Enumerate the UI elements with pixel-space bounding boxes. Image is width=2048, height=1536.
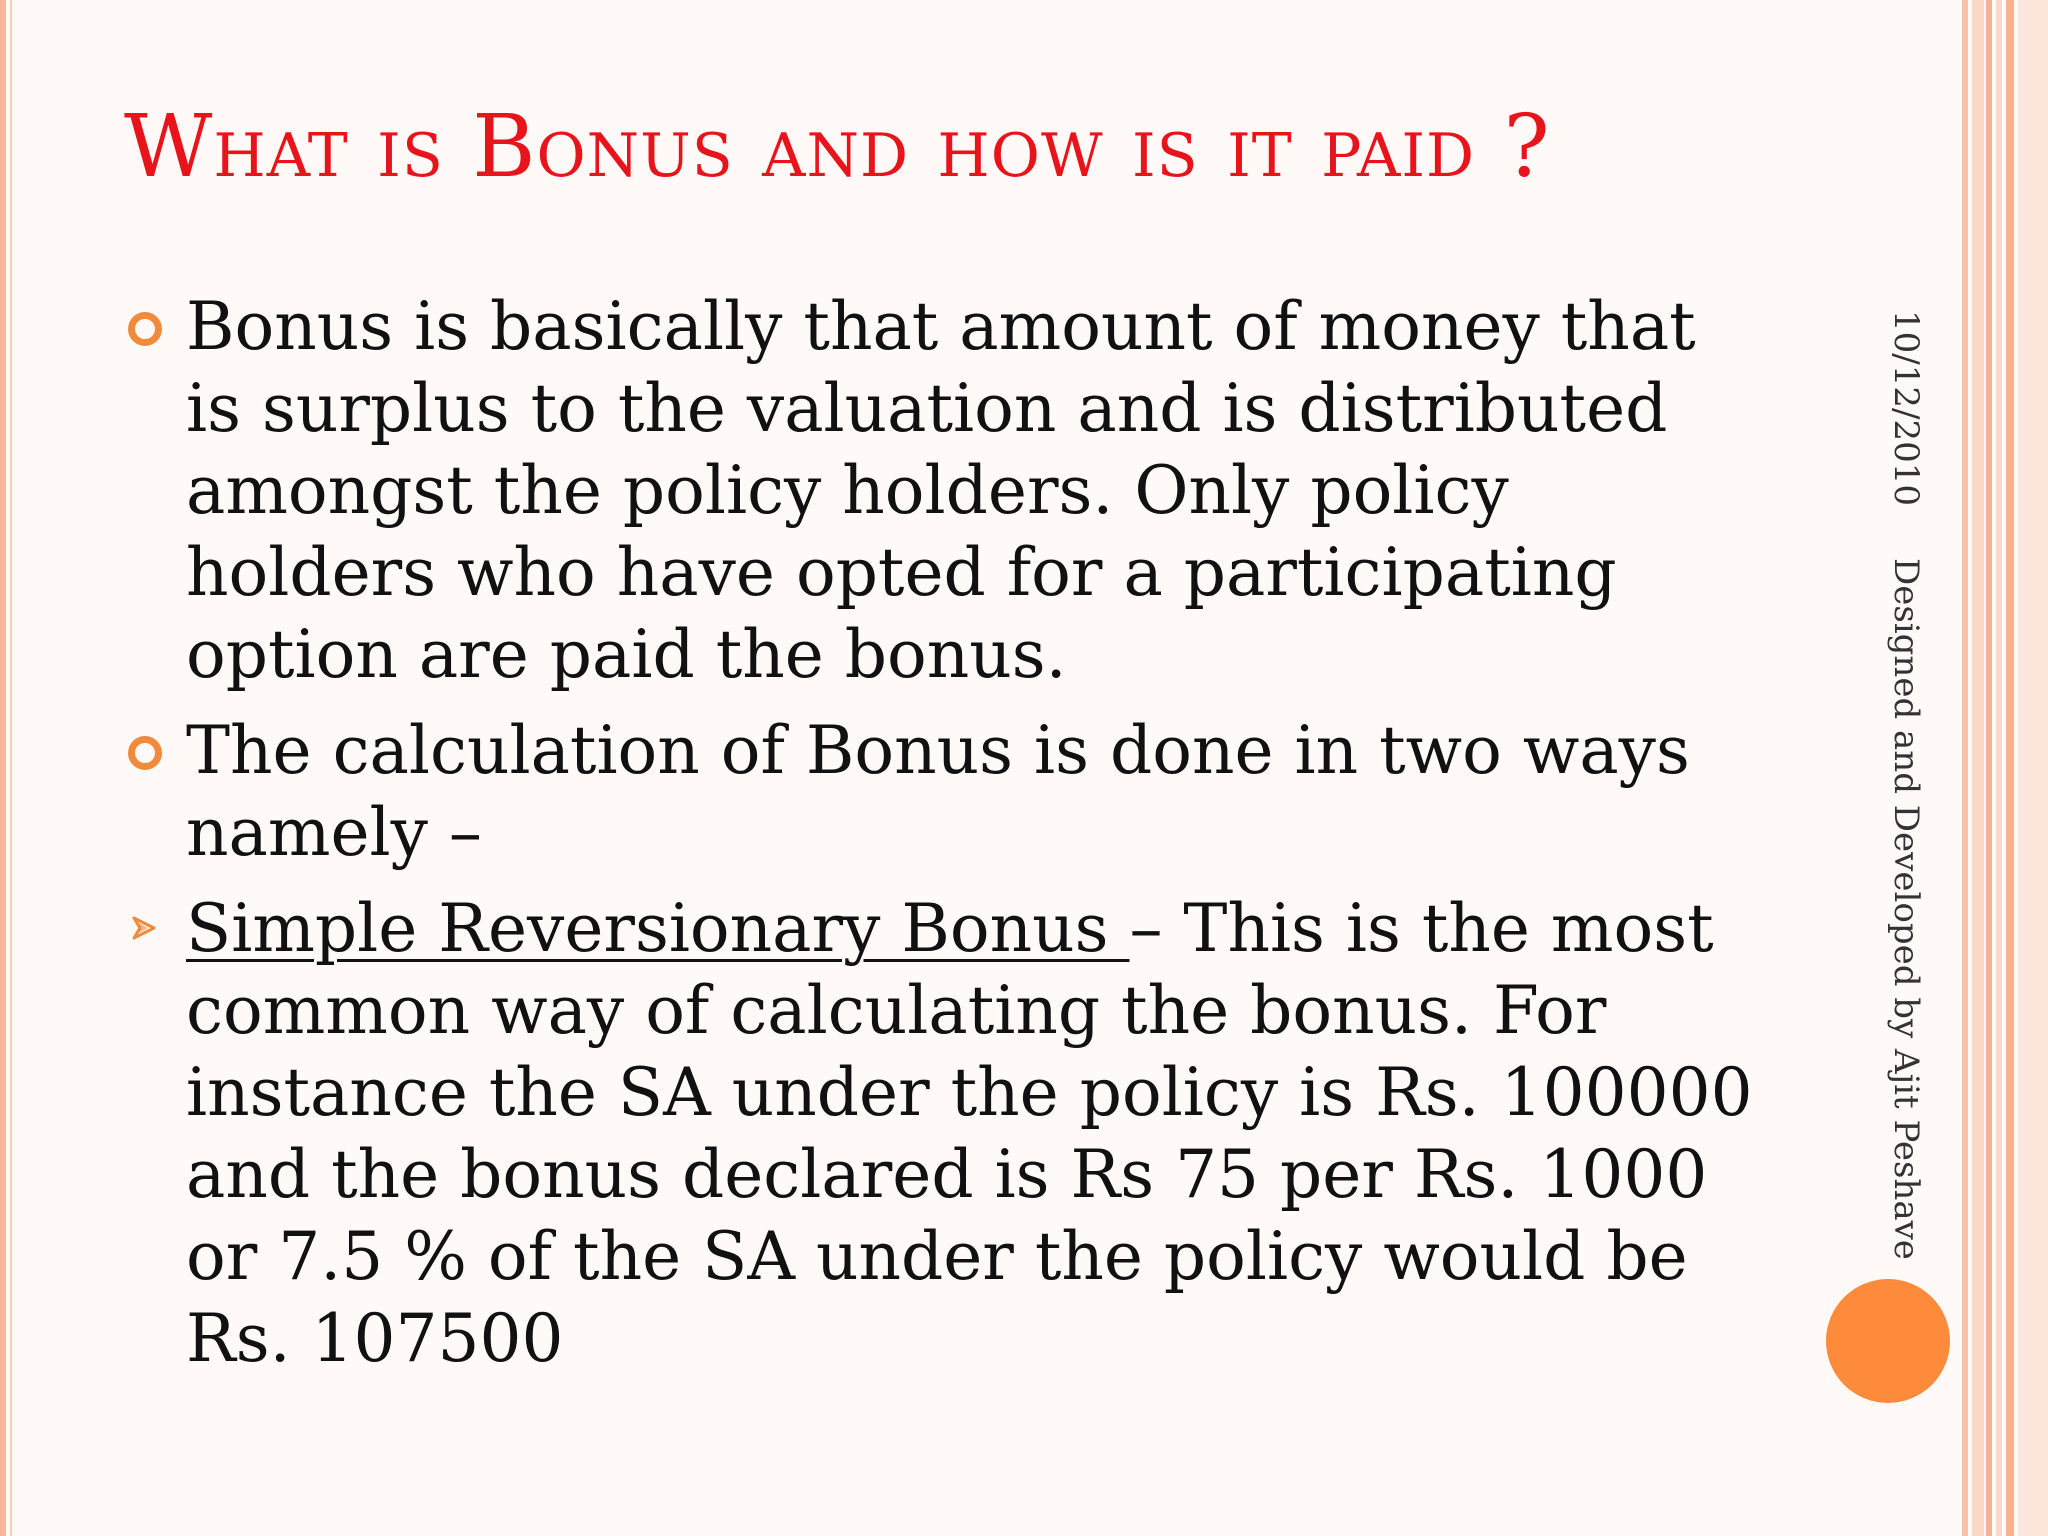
bullet-item xyxy=(124,710,1764,874)
slide-title: What is Bonus and how is it paid ? xyxy=(124,97,1551,197)
right-border-stripe xyxy=(1986,0,1992,1536)
bullet-text: The calculation of Bonus is done in two ways namely – xyxy=(186,712,1690,871)
right-border-stripe xyxy=(1972,0,1984,1536)
right-border-stripe xyxy=(1962,0,1968,1536)
bullet-text: Bonus is basically that amount of money that is surplus to the valuation and is distributed amongst the policy holders. Only policy holders who have opted for a participating option are paid the bonus. xyxy=(186,288,1696,693)
right-border-stripe xyxy=(1996,0,2002,1536)
bullet-text: – This is the most common way of calculating the bonus. For instance the SA under the policy is Rs. 100000 and the bonus declared is Rs 75 per Rs. 1000 or 7.5 % of the SA under the policy would be Rs. 107500 xyxy=(186,890,1753,1377)
right-border-stripe xyxy=(2018,0,2048,1536)
bonus-type-label: Simple Reversionary Bonus xyxy=(186,890,1130,967)
bullet-item xyxy=(124,888,1764,1380)
slide-body xyxy=(124,286,1764,1394)
left-border-stripe-thin xyxy=(10,0,12,1536)
left-border-stripe xyxy=(0,0,6,1536)
arrowhead-bullet-icon xyxy=(128,912,160,944)
side-footer xyxy=(1886,310,1926,1260)
side-date: 10/12/2010 xyxy=(1886,310,1926,506)
right-border-stripe xyxy=(2006,0,2014,1536)
side-credit: Designed and Developed by Ajit Peshave xyxy=(1886,557,1926,1260)
circle-bullet-icon xyxy=(128,312,162,346)
bullet-item xyxy=(124,286,1764,696)
circle-bullet-icon xyxy=(128,736,162,770)
decorative-orange-circle xyxy=(1826,1279,1950,1403)
